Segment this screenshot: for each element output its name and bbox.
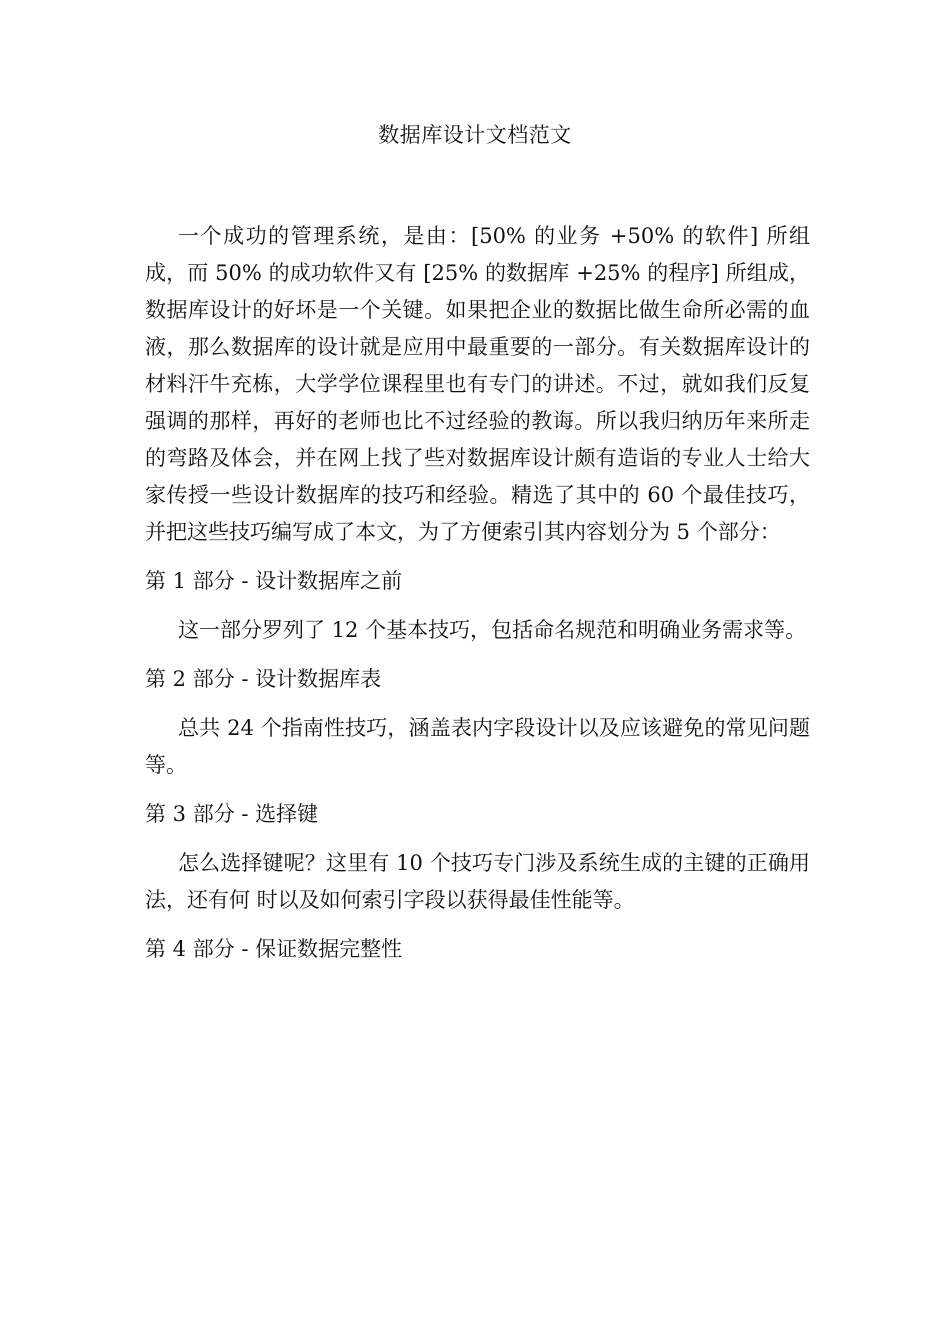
section-text-2: 总共 24 个指南性技巧，涵盖表内字段设计以及应该避免的常见问题等。	[145, 716, 810, 777]
section-heading-1: 第 1 部分 - 设计数据库之前	[145, 569, 403, 593]
section-heading-4: 第 4 部分 - 保证数据完整性	[145, 937, 403, 961]
document-title: 数据库设计文档范文	[378, 123, 572, 147]
section-text-1: 这一部分罗列了 12 个基本技巧，包括命名规范和明确业务需求等。	[178, 618, 807, 642]
intro-paragraph: 一个成功的管理系统，是由：[50% 的业务 +50% 的软件] 所组成，而 50% 的成功软件又有 [25% 的数据库 +25% 的程序] 所组成，数据库设计的好坏是一个关键。如果把企业的数据比做生命所必需的血液，那么数据库的设计就是应用中最重要的一部分。有关数据库设计的材料汗牛充栋，大学学位课程里也有专门的讲述。不过，就如我们反复强调的那样，再好的老师也比不过经验的教诲。所以我归纳历年来所走的弯路及体会，并在网上找了些对数据库设计颇有造诣的专业人士给大家传授一些设计数据库的技巧和经验。精选了其中的 60 个最佳技巧，并把这些技巧编写成了本文，为了方便索引其内容划分为 5 个部分：	[145, 224, 810, 544]
section-heading-3: 第 3 部分 - 选择键	[145, 802, 319, 826]
document-body	[145, 218, 810, 980]
section-heading-2: 第 2 部分 - 设计数据库表	[145, 667, 382, 691]
section-text-3: 怎么选择键呢？这里有 10 个技巧专门涉及系统生成的主键的正确用法，还有何 时以及如何索引字段以获得最佳性能等。	[145, 851, 810, 912]
